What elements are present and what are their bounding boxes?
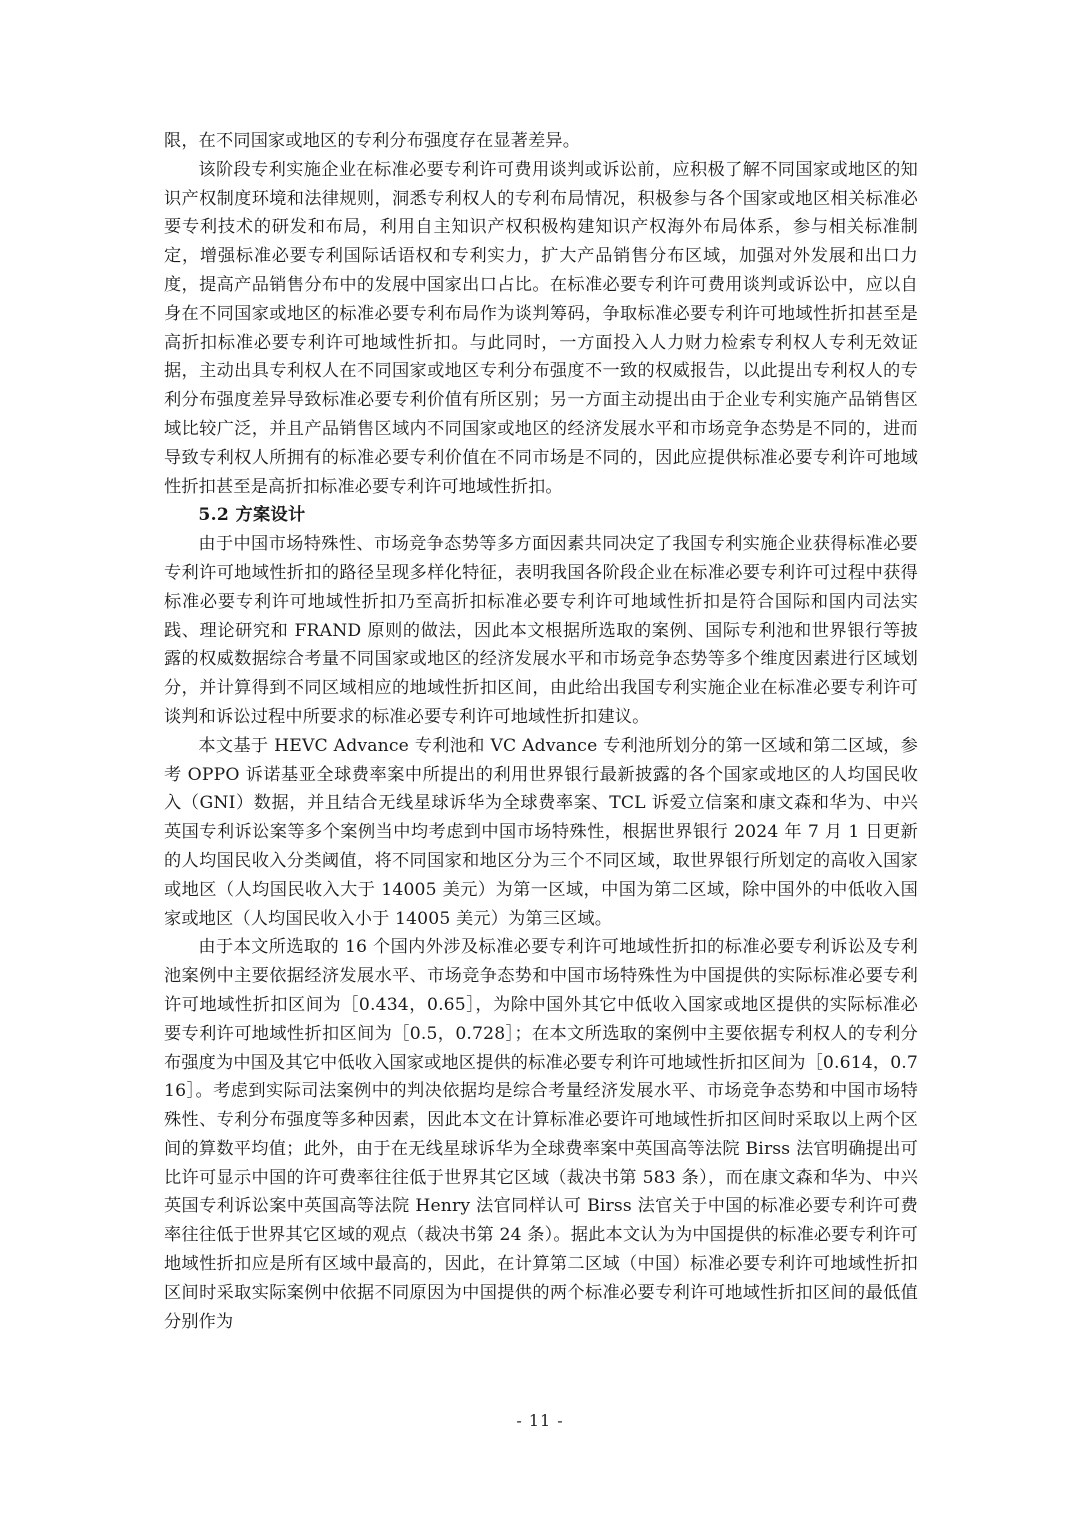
paragraph-scheme-overview: 由于中国市场特殊性、市场竞争态势等多方面因素共同决定了我国专利实施企业获得标准必要专利许可地域性折扣的路径呈现多样化特征，表明我国各阶段企业在标准必要专利许可过程中获得标准必要专利许可地域性折扣乃至高折扣标准必要专利许可地域性折扣是符合国际和国内司法实践、理论研究和 FRAND 原则的做法，因此本文根据所选取的案例、国际专利池和世界银行等披露的权威数据综合考量不同国家或地区的经济发展水平和市场竞争态势等多个维度因素进行区域划分，并计算得到不同区域相应的地域性折扣区间，由此给出我国专利实施企业在标准必要专利许可谈判和诉讼过程中所要求的标准必要专利许可地域性折扣建议。 bbox=[164, 534, 918, 727]
page-number: - 11 - bbox=[516, 1411, 564, 1430]
paragraph-negotiation-strategy: 该阶段专利实施企业在标准必要专利许可费用谈判或诉讼前，应积极了解不同国家或地区的知识产权制度环境和法律规则，洞悉专利权人的专利布局情况，积极参与各个国家或地区相关标准必要专利技术的研发和布局，利用自主知识产权积极构建知识产权海外布局体系，参与相关标准制定，增强标准必要专利国际话语权和专利实力，扩大产品销售分布区域，加强对外发展和出口力度，提高产品销售分布中的发展中国家出口占比。在标准必要专利许可费用谈判或诉讼中，应以自身在不同国家或地区的标准必要专利布局作为谈判筹码，争取标准必要专利许可地域性折扣甚至是高折扣标准必要专利许可地域性折扣。与此同时，一方面投入人力财力检索专利权人专利无效证据，主动出具专利权人在不同国家或地区专利分布强度不一致的权威报告，以此提出专利权人的专利分布强度差异导致标准必要专利价值有所区别；另一方面主动提出由于企业专利实施产品销售区域比较广泛，并且产品销售区域内不同国家或地区的经济发展水平和市场竞争态势是不同的，进而导致专利权人所拥有的标准必要专利价值在不同市场是不同的，因此应提供标准必要专利许可地域性折扣甚至是高折扣标准必要专利许可地域性折扣。 bbox=[164, 159, 918, 497]
section-heading: 5.2 方案设计 bbox=[198, 505, 306, 526]
paragraph-discount-interval: 由于本文所选取的 16 个国内外涉及标准必要专利许可地域性折扣的标准必要专利诉讼及专利池案例中主要依据经济发展水平、市场竞争态势和中国市场特殊性为中国提供的实际标准必要专利许可地域性折扣区间为［0.434，0.65］，为除中国外其它中低收入国家或地区提供的实际标准必要专利许可地域性折扣区间为［0.5，0.728］；在本文所选取的案例中主要依据专利权人的专利分布强度为中国及其它中低收入国家或地区提供的标准必要专利许可地域性折扣区间为［0.614，0.716］。考虑到实际司法案例中的判决依据均是综合考量经济发展水平、市场竞争态势和中国市场特殊性、专利分布强度等多种因素，因此本文在计算标准必要许可地域性折扣区间时采取以上两个区间的算数平均值；此外，由于在无线星球诉华为全球费率案中英国高等法院 Birss 法官明确提出可比许可显示中国的许可费率往往低于世界其它区域（裁决书第 583 条），而在康文森和华为、中兴英国专利诉讼案中英国高等法院 Henry 法官同样认可 Birss 法官关于中国的标准必要专利许可费率往往低于世界其它区域的观点（裁决书第 24 条）。据此本文认为为中国提供的标准必要专利许可地域性折扣应是所有区域中最高的，因此，在计算第二区域（中国）标准必要专利许可地域性折扣区间时采取实际案例中依据不同原因为中国提供的两个标准必要专利许可地域性折扣区间的最低值分别作为 bbox=[164, 937, 918, 1332]
paragraph-region-division: 本文基于 HEVC Advance 专利池和 VC Advance 专利池所划分的第一区域和第二区域，参考 OPPO 诉诺基亚全球费率案中所提出的利用世界银行最新披露的各个国家或地区的人均国民收入（GNI）数据，并且结合无线星球诉华为全球费率案、TCL 诉爱立信案和康文森和华为、中兴英国专利诉讼案等多个案例当中均考虑到中国市场特殊性，根据世界银行 2024 年 7 月 1 日更新的人均国民收入分类阈值，将不同国家和地区分为三个不同区域，取世界银行所划定的高收入国家或地区（人均国民收入大于 14005 美元）为第一区域，中国为第二区域，除中国外的中低收入国家或地区（人均国民收入小于 14005 美元）为第三区域。 bbox=[164, 735, 918, 929]
body-text bbox=[164, 127, 918, 1387]
paragraph-continuation: 限，在不同国家或地区的专利分布强度存在显著差异。 bbox=[164, 131, 581, 151]
